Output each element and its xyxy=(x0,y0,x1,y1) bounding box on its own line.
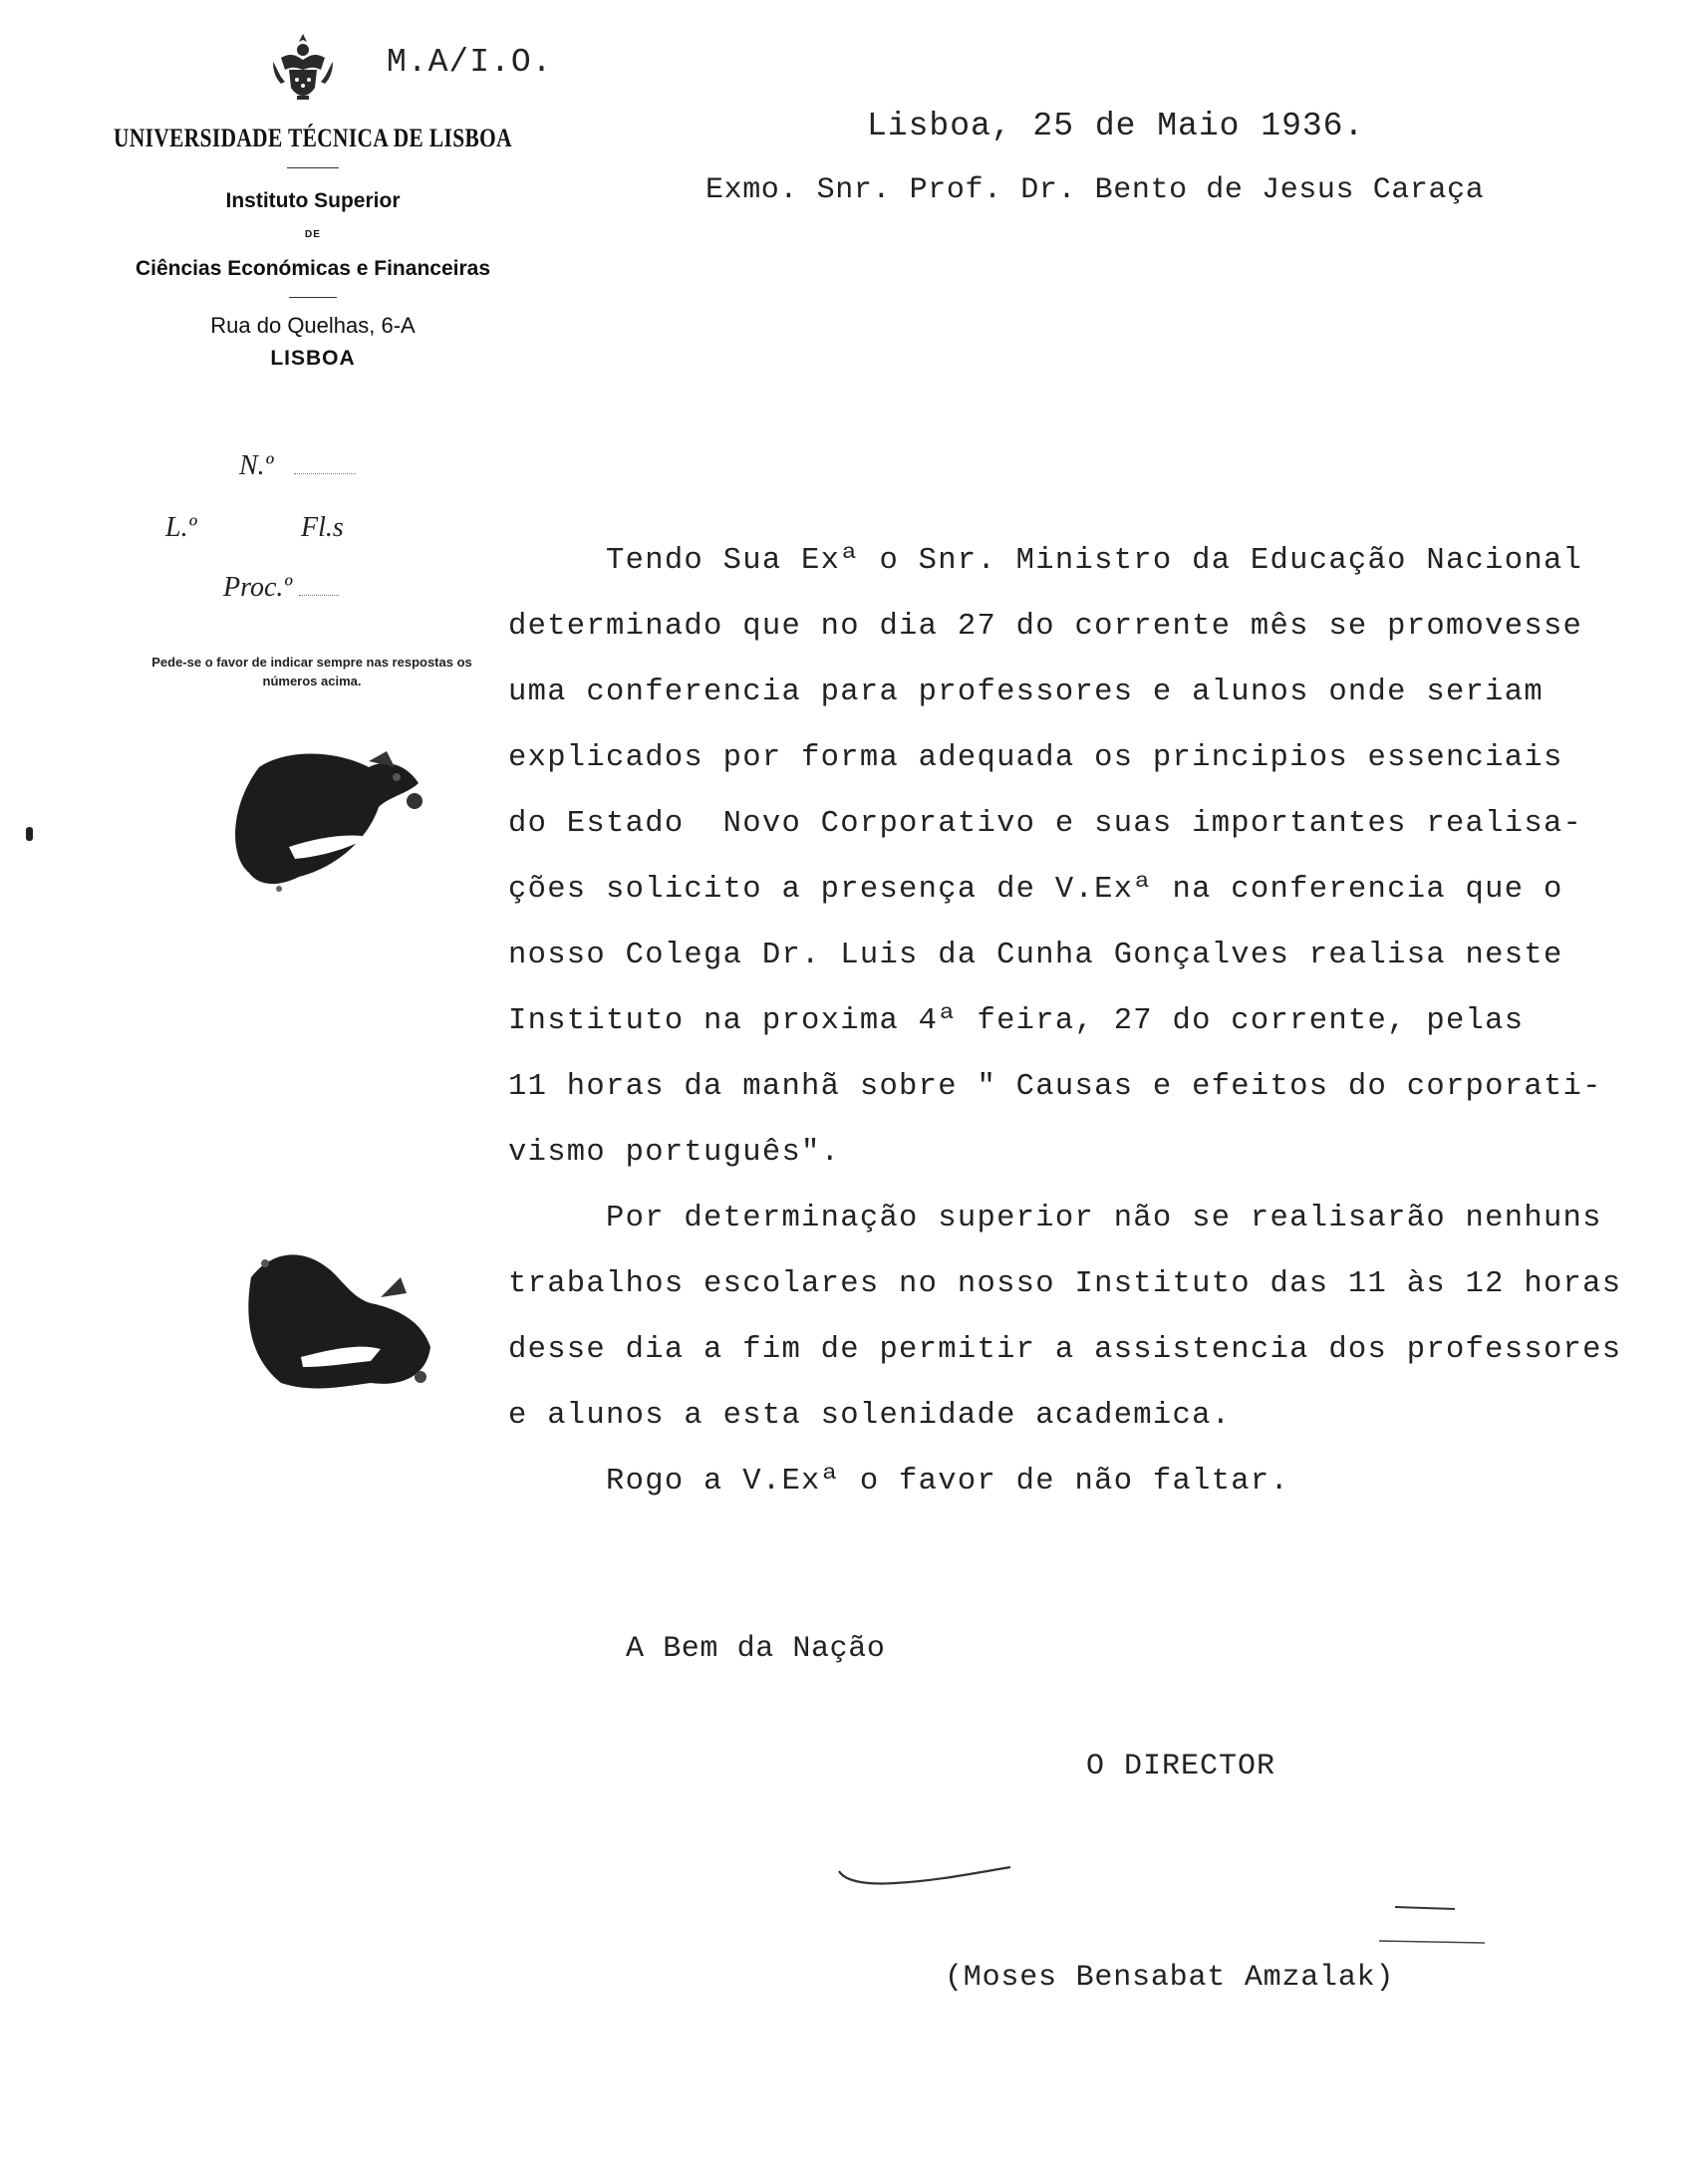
body-line: uma conferencia para professores e alunos onde seriam xyxy=(508,676,1544,709)
body-line: explicados por forma adequada os principios essenciais xyxy=(508,741,1563,775)
body-line: nosso Colega Dr. Luis da Cunha Gonçalves realisa neste xyxy=(508,939,1563,972)
university-crest xyxy=(267,30,339,102)
body-line: e alunos a esta solenidade academica. xyxy=(508,1399,1232,1433)
number-field xyxy=(239,450,356,482)
divider xyxy=(289,297,337,298)
reference-note: Pede-se o favor de indicar sempre nas respostas os números acima. xyxy=(151,655,472,688)
letter-date: Lisboa, 25 de Maio 1936. xyxy=(867,108,1365,144)
body-line: determinado que no dia 27 do corrente mês se promovesse xyxy=(508,610,1583,644)
divider xyxy=(287,167,339,168)
body-line: desse dia a fim de permitir a assistencia dos professores xyxy=(508,1333,1622,1367)
sheets-label: Fl.s xyxy=(301,512,344,543)
signature-flourish xyxy=(1375,1893,1495,1953)
margin-mark xyxy=(26,827,33,841)
ink-blot xyxy=(231,1237,440,1407)
process-label: Proc.º xyxy=(223,572,293,603)
ink-blot xyxy=(219,737,438,907)
sheets-field xyxy=(301,512,344,544)
university-name: UNIVERSIDADE TÉCNICA DE LISBOA xyxy=(114,124,512,152)
institute-address: Rua do Quelhas, 6-A xyxy=(210,313,416,338)
process-field xyxy=(223,572,339,604)
body-line: Por determinação superior não se realisarão nenhuns xyxy=(508,1202,1602,1235)
signatory-title: O DIRECTOR xyxy=(1086,1750,1276,1783)
closing-salutation: A Bem da Nação xyxy=(626,1632,886,1666)
addressee: Exmo. Snr. Prof. Dr. Bento de Jesus Caraça xyxy=(705,173,1485,207)
institute-de: DE xyxy=(305,229,321,240)
signature xyxy=(835,1859,1014,1899)
body-line: trabalhos escolares no nosso Instituto das 11 às 12 horas xyxy=(508,1267,1622,1301)
body-line: 11 horas da manhã sobre " Causas e efeitos do corporati- xyxy=(508,1070,1602,1104)
body-line: Rogo a V.Exª o favor de não faltar. xyxy=(508,1465,1290,1499)
institute-city: LISBOA xyxy=(270,347,356,370)
body-line: Tendo Sua Exª o Snr. Ministro da Educação Nacional xyxy=(508,544,1583,578)
institute-faculty: Ciências Económicas e Financeiras xyxy=(136,257,490,280)
signatory-name: (Moses Bensabat Amzalak) xyxy=(945,1961,1395,1995)
book-label: L.º xyxy=(165,512,197,543)
body-line: vismo português". xyxy=(508,1136,841,1170)
number-blank xyxy=(294,473,356,474)
book-field xyxy=(165,512,196,544)
process-blank xyxy=(299,595,339,596)
number-label: N.º xyxy=(239,450,274,481)
body-line: ções solicito a presença de V.Exª na conferencia que o xyxy=(508,873,1563,907)
institute-name: Instituto Superior xyxy=(225,189,401,212)
reference-code: M.A/I.O. xyxy=(387,44,553,81)
body-line: do Estado Novo Corporativo e suas importantes realisa- xyxy=(508,807,1583,841)
body-line: Instituto na proxima 4ª feira, 27 do corrente, pelas xyxy=(508,1004,1525,1038)
